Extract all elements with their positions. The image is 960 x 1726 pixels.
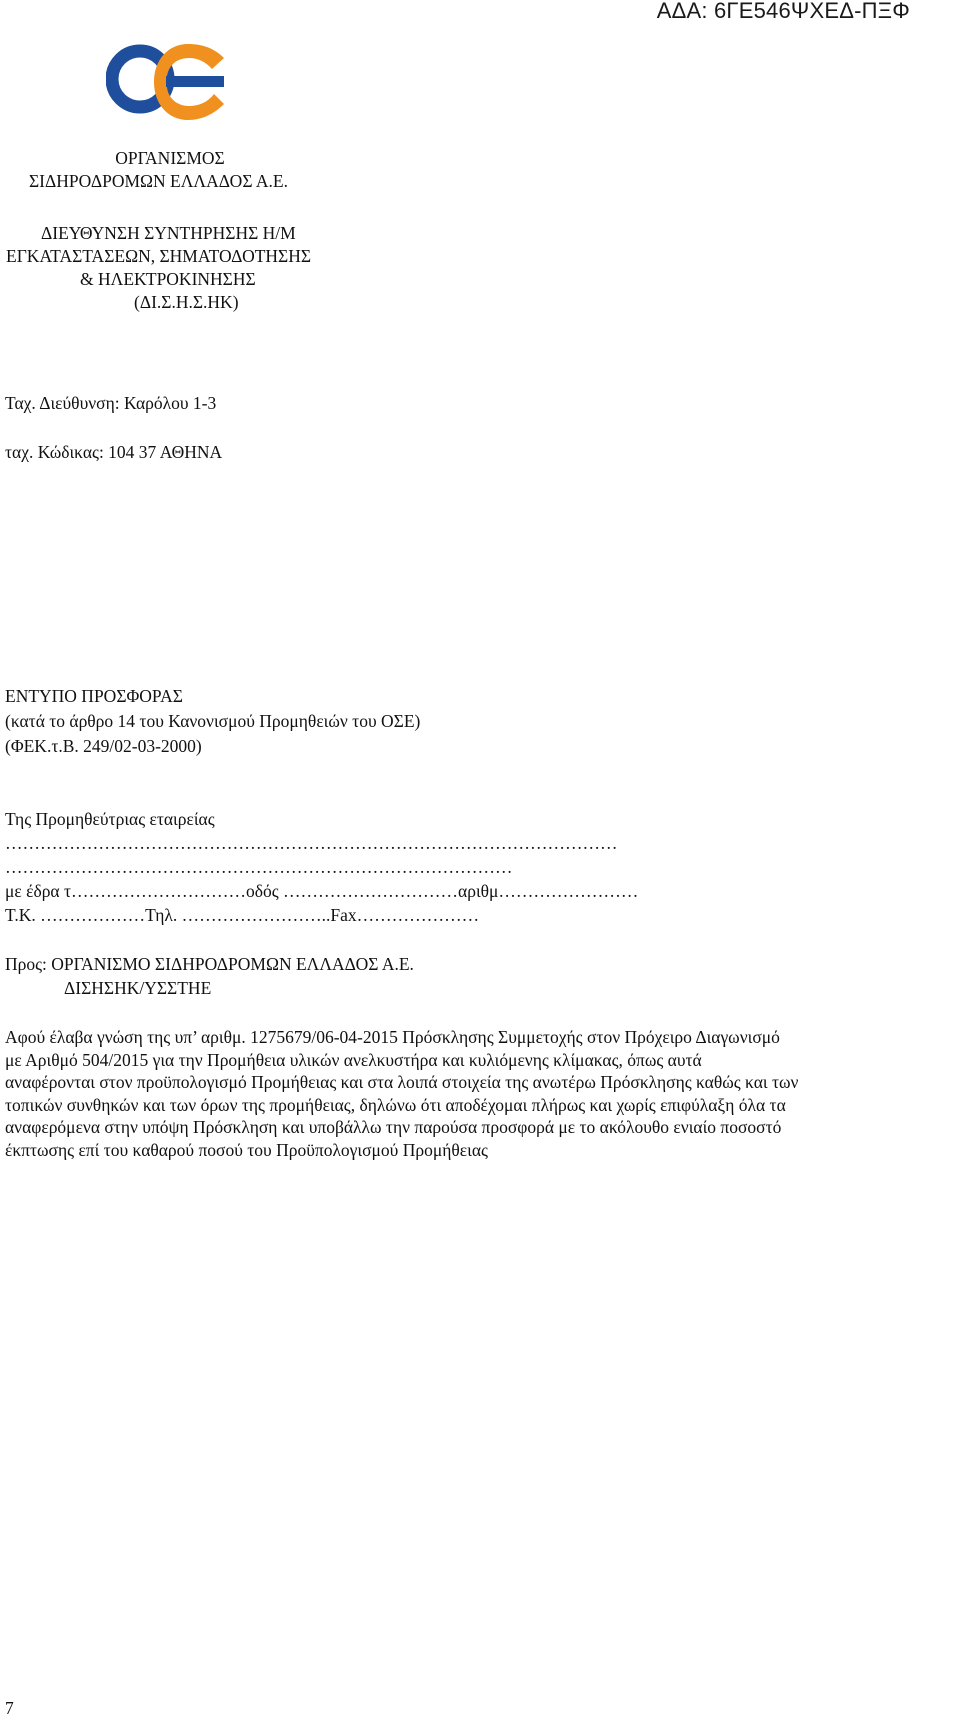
declaration-line: τοπικών συνθηκών και των όρων της προμήθειας, δηλώνω ότι αποδέχομαι πλήρως και χωρίς επιφύλαξη όλα τα xyxy=(5,1094,786,1115)
page-number: 7 xyxy=(5,1698,14,1718)
ose-logo-icon xyxy=(106,42,228,122)
logo-bar xyxy=(166,76,224,87)
declaration-line: έκπτωσης επί του καθαρού ποσού του Προϋπολογισμού Προμήθειας xyxy=(5,1139,488,1160)
form-title: ΕΝΤΥΠΟ ΠΡΟΣΦΟΡΑΣ xyxy=(5,686,183,706)
directorate-line2: ΕΓΚΑΤΑΣΤΑΣΕΩΝ, ΣΗΜΑΤΟΔΟΤΗΣΗΣ xyxy=(6,246,312,266)
directorate-line3: & ΗΛΕΚΤΡΟΚΙΝΗΣΗΣ xyxy=(80,269,256,289)
contact-field[interactable]: Τ.Κ. ………………Τηλ. ……………………..Fax………………… xyxy=(5,905,480,925)
declaration-line: αναφερόμενα στην υπόψη Πρόσκληση και υποβάλλω την παρούσα προσφορά με το ακόλουθο ενιαίο ποσοστό xyxy=(5,1117,782,1137)
declaration-line: αναφέρονται στον προϋπολογισμό Προμήθειας και στα λοιπά στοιχεία της ανωτέρω Πρόσκλησης καθώς και των xyxy=(5,1072,799,1092)
org-name-line2: ΣΙΔΗΡΟΔΡΟΜΩΝ ΕΛΛΑΔΟΣ Α.Ε. xyxy=(29,171,288,191)
form-fek: (ΦΕΚ.τ.Β. 249/02-03-2000) xyxy=(5,736,202,756)
declaration-line: με Αριθμό 504/2015 για την Προμήθεια υλικών ανελκυστήρα και κυλιόμενης κλίμακας, όπως αυτά xyxy=(5,1049,702,1070)
org-name-line1: ΟΡΓΑΝΙΣΜΟΣ xyxy=(115,148,225,168)
address-line: Ταχ. Διεύθυνση: Καρόλου 1-3 xyxy=(5,393,217,413)
supplier-label: Της Προμηθεύτριας εταιρείας xyxy=(5,809,215,829)
supplier-name-field-line2[interactable]: …………………………………………………………………………… xyxy=(5,857,513,877)
form-subtitle: (κατά το άρθρο 14 του Κανονισμού Προμηθειών του ΟΣΕ) xyxy=(5,711,421,731)
directorate-line4: (ΔΙ.Σ.Η.Σ.ΗΚ) xyxy=(134,292,239,312)
seat-address-field[interactable]: με έδρα τ…………………………οδός …………………………αριθμ…………………… xyxy=(5,881,639,901)
declaration-paragraph xyxy=(5,1026,955,1161)
directorate-line1: ΔΙΕΥΘΥΝΣΗ ΣΥΝΤΗΡΗΣΗΣ Η/Μ xyxy=(41,223,296,243)
supplier-name-field[interactable]: …………………………………………………………………………………………… xyxy=(5,833,618,853)
declaration-line: Αφού έλαβα γνώση της υπ’ αριθμ. 1275679/06-04-2015 Πρόσκλησης Συμμετοχής στον Πρόχειρο Διαγωνισμό xyxy=(5,1027,780,1047)
recipient-department: ΔΙΣΗΣΗΚ/ΥΣΣΤΗΕ xyxy=(64,978,212,998)
postal-code-line: ταχ. Κώδικας: 104 37 ΑΘΗΝΑ xyxy=(5,442,223,462)
recipient-line: Προς: ΟΡΓΑΝΙΣΜΟ ΣΙΔΗΡΟΔΡΟΜΩΝ ΕΛΛΑΔΟΣ Α.Ε. xyxy=(5,954,414,974)
ada-code: ΑΔΑ: 6ΓΕ546ΨΧΕΔ-ΠΞΦ xyxy=(656,0,910,23)
